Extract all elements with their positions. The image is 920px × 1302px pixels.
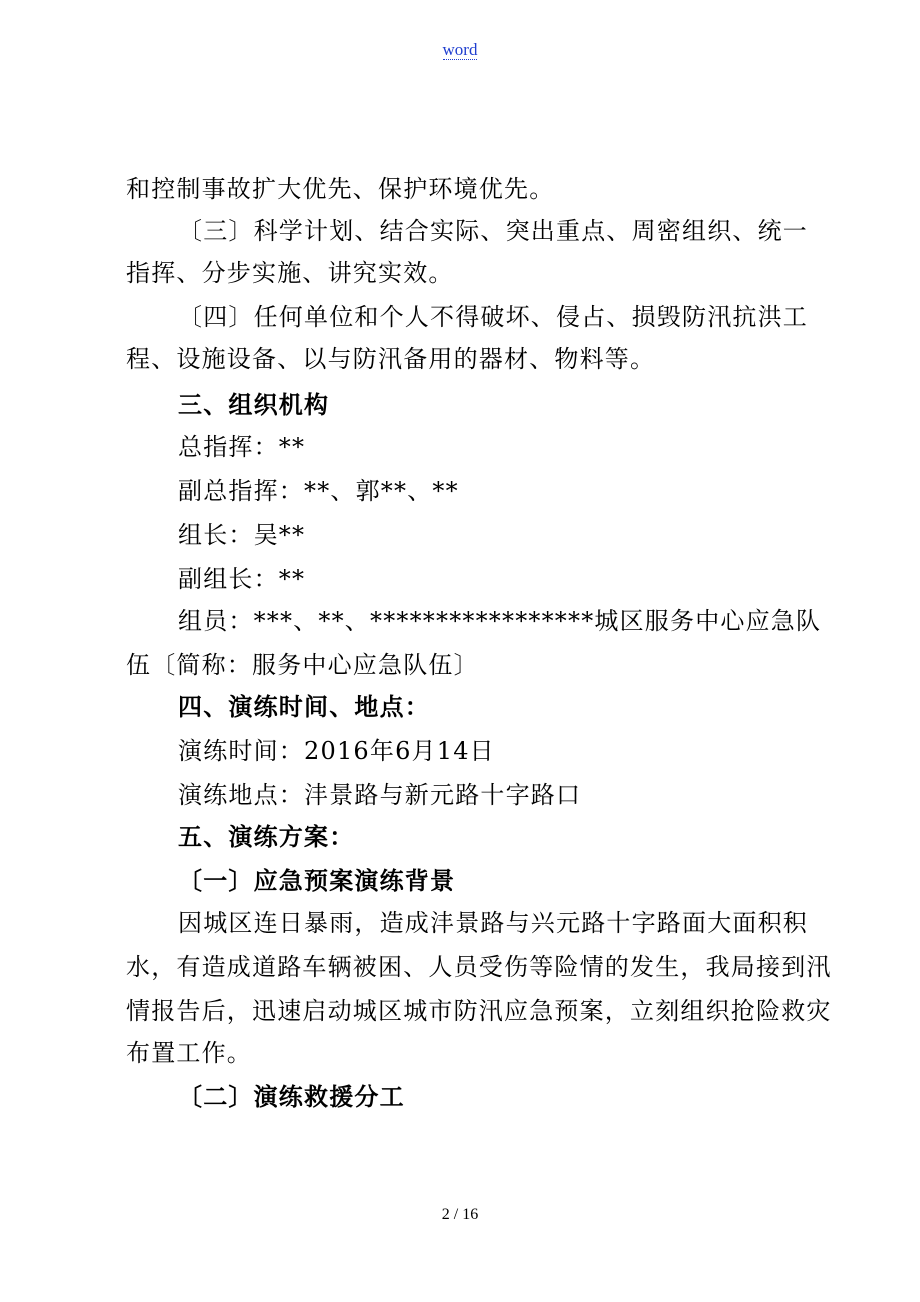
paragraph-line: 程、设施设备、以与防汛备用的器材、物料等。 <box>126 345 656 373</box>
section-heading: 五、演练方案： <box>178 822 355 851</box>
section-heading: 四、演练时间、地点： <box>178 692 430 721</box>
paragraph-line: 指挥、分步实施、讲究实效。 <box>126 259 454 287</box>
paragraph-line: 〔三〕科学计划、结合实际、突出重点、周密组织、统一 <box>178 217 808 245</box>
paragraph-line: 副组长：** <box>178 565 306 593</box>
paragraph-line: 布置工作。 <box>126 1039 252 1067</box>
header-word-link[interactable]: word <box>442 40 478 59</box>
page-header <box>0 40 920 60</box>
section-heading: 三、组织机构 <box>178 390 330 419</box>
paragraph-line: 演练地点：沣景路与新元路十字路口 <box>178 781 582 809</box>
paragraph-line: 情报告后，迅速启动城区城市防汛应急预案，立刻组织抢险救灾 <box>126 997 832 1025</box>
paragraph-line: 副总指挥：**、郭**、** <box>178 477 459 505</box>
page-number: 2 / 16 <box>441 1206 479 1223</box>
paragraph-line: 总指挥：** <box>178 433 306 461</box>
paragraph-line: 因城区连日暴雨，造成沣景路与兴元路十字路面大面积积 <box>178 909 808 937</box>
paragraph-line: 和控制事故扩大优先、保护环境优先。 <box>126 175 555 203</box>
subsection-heading: 〔二〕演练救援分工 <box>178 1082 405 1111</box>
paragraph-line: 组长：吴** <box>178 521 306 549</box>
paragraph-line: 伍〔简称：服务中心应急队伍〕 <box>126 651 479 679</box>
paragraph-line: 组员：***、**、*****************城区服务中心应急队 <box>178 607 822 635</box>
paragraph-line: 演练时间：2016年6月14日 <box>178 737 495 765</box>
paragraph-line: 水，有造成道路车辆被困、人员受伤等险情的发生，我局接到汛 <box>126 953 832 981</box>
subsection-heading: 〔一〕应急预案演练背景 <box>178 866 456 895</box>
paragraph-line: 〔四〕任何单位和个人不得破坏、侵占、损毁防汛抗洪工 <box>178 303 808 331</box>
